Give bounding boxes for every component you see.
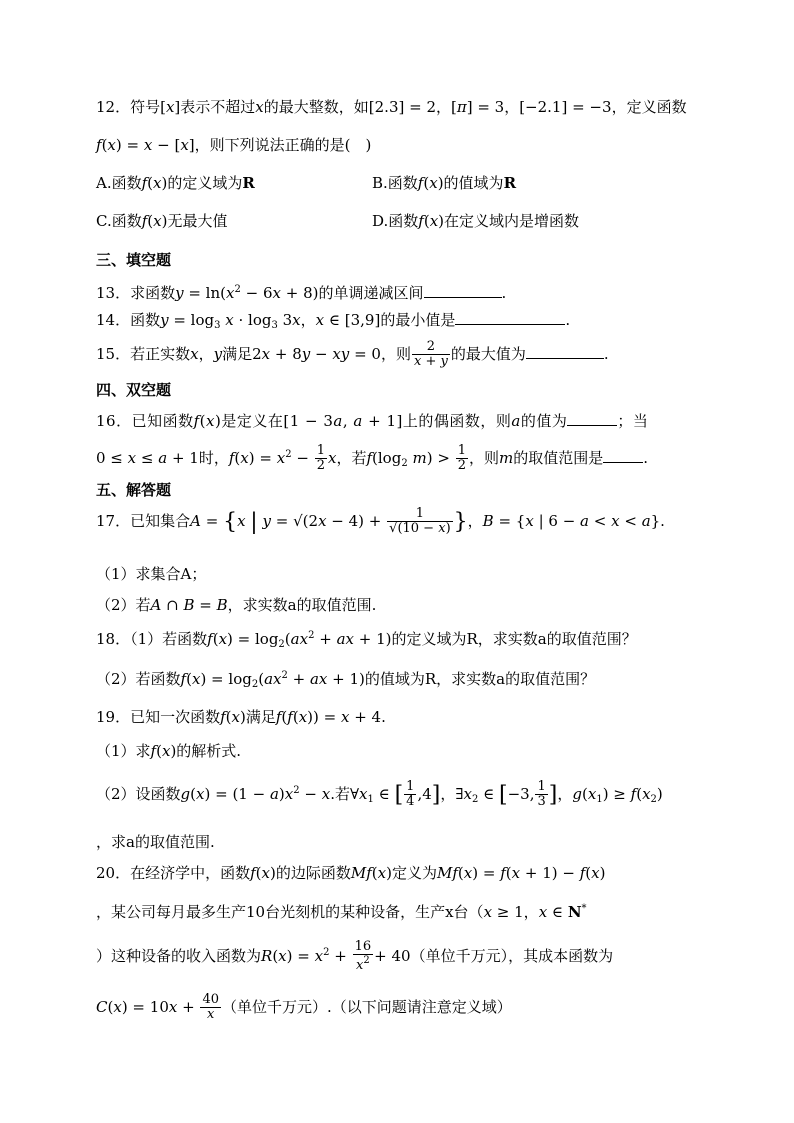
answer-blank[interactable] — [526, 357, 604, 359]
q18-function: $f(x) = \log_2(ax^2$ + ax + 1) — [207, 630, 392, 650]
q18-line1: 18．（1）若函数$f(x) = \log_2(ax^2$ + ax + 1)的定义域为R，求实数a的取值范围？ — [96, 630, 637, 650]
q17-set-b: B = {x | 6 − a < x < a}. — [482, 511, 665, 530]
section-heading-fill-in: 三、填空题 — [96, 251, 172, 269]
q13: 13．求函数$y = \ln(x^2 - 6x + 8)$的单调递减区间 . — [96, 284, 507, 302]
q18-line2: （2）若函数$f(x) = \log_2(ax^2$ + ax + 1)的值域为R，求实数a的取值范围？ — [96, 670, 596, 690]
q12-text: 表示不超过 — [180, 98, 256, 116]
q12-option-b[interactable]: B.函数f(x)的值域为R — [372, 174, 517, 192]
section-heading-solutions: 五、解答题 — [96, 481, 172, 499]
q19-sub2: （2）设函数$g(x) = (1 - a)x^2 - x$.若$\forall x_1$ ∈ [ $\frac{1}{4}$ ,4]，$\exists x_2$ ∈ [−3, $\frac{1}{3}$ ]，$g(x_1) \ge f(x_2)$ — [96, 779, 663, 810]
q20-marginal-definition: Mf(x) = f(x + 1) − f(x) — [436, 864, 606, 882]
q14: 14．函数$y = \log_3 x \cdot \log_3 3x$，x ∈ [3,9]的最小值是 . — [96, 311, 571, 331]
q20-cost-function: C(x) = 10x + $\frac{40}{x}$ — [96, 992, 219, 1023]
answer-blank[interactable] — [567, 424, 617, 426]
q19-line1: 19．已知一次函数f(x)满足f(f(x)) = x + 4. — [96, 708, 386, 726]
q12-option-a[interactable]: A.函数f(x)的定义域为R — [96, 174, 255, 192]
answer-blank[interactable] — [603, 461, 643, 463]
q16-line1: 16．已知函数f(x)是定义在[1 − 3a, a + 1]上的偶函数，则a的值为 ；当 — [96, 412, 649, 430]
q14-function: $y = \log_3 x \cdot \log_3 3x$，x ∈ [3,9] — [160, 311, 381, 331]
answer-blank[interactable] — [455, 323, 565, 325]
q16-line2: 0 ≤ x ≤ a + 1时，$f(x) = x^2$ − $\frac{1}{2}$ x，若$f(\log_2$ m) > $\frac{1}{2}$ ，则m的取值范围是 . — [96, 443, 649, 474]
section-heading-double-blank: 四、双空题 — [96, 381, 172, 399]
q15: 15．若正实数x，y满足2x + 8y − xy = 0，则 $\frac{2}{x + y}$ 的最大值为 . — [96, 339, 609, 370]
q17-sub2: （2）若A ∩ B = B，求实数a的取值范围. — [96, 596, 377, 614]
q19-sub1: （1）求f(x)的解析式. — [96, 742, 242, 760]
q17-line1: 17．已知集合A = {x | y = √(2x − 4) + $\frac{1}{√(10 - x)}$ }，B = {x | 6 − a < x < a}. — [96, 506, 665, 537]
q12-option-c[interactable]: C.函数f(x)无最大值 — [96, 212, 228, 230]
q12-examples: [2.3] = 2，[π] = 3，[−2.1] = −3 — [368, 98, 612, 116]
answer-blank[interactable] — [424, 296, 502, 298]
q13-function: $y = \ln(x^2 - 6x + 8)$ — [175, 284, 319, 302]
q20-line1: 20．在经济学中，函数f(x)的边际函数Mf(x)定义为Mf(x) = f(x + 1) − f(x) — [96, 864, 606, 882]
q16-function: $f(x) = x^2$ − $\frac{1}{2}$ x — [228, 443, 337, 474]
q12-line1: 12．符号[x]表示不超过x的最大整数，如[2.3] = 2，[π] = 3，[−2.1] = −3，定义函数 — [96, 98, 687, 116]
q12-text: ，则下列说法正确的是( ) — [194, 136, 372, 154]
q17-sub1: （1）求集合A； — [96, 565, 207, 583]
q17-set-a: A = {x | y = √(2x − 4) + $\frac{1}{√(10 - x)}$ } — [190, 506, 468, 537]
q20-line2: ，某公司每月最多生产10台光刻机的某种设备，生产x台（x ≥ 1，x ∈ N* — [96, 903, 587, 921]
q12-text: 12．符号 — [96, 98, 161, 116]
q12-text: 的最大整数，如 — [263, 98, 369, 116]
q12-line2 — [96, 136, 371, 155]
q20-line4: C(x) = 10x + $\frac{40}{x}$ （单位千万元）.（以下问题请注意定义域） — [96, 992, 512, 1023]
q12-text: ，定义函数 — [611, 98, 687, 116]
q19-g-function: $g(x) = (1 - a)x^2 - x$ — [180, 784, 331, 803]
q12-floor-x: [x] — [160, 98, 181, 116]
q19-condition: $\forall x_1$ ∈ [ $\frac{1}{4}$ ,4]，$\exists x_2$ ∈ [−3, $\frac{1}{3}$ ]，$g(x_1) \ge f(x_2)$ — [349, 779, 663, 810]
q20-line3: ）这种设备的收入函数为$R(x) = x^2$ + $\frac{16}{x^2}$ + 40（单位千万元），其成本函数为 — [96, 939, 614, 974]
q12-definition: f(x) = x − [x] — [96, 136, 195, 154]
q15-fraction: $\frac{2}{x + y}$ — [413, 339, 448, 370]
q12-option-d[interactable]: D.函数f(x)在定义域内是增函数 — [372, 212, 580, 230]
q15-constraint: 2x + 8y − xy = 0 — [252, 344, 381, 363]
q20-revenue-function: $R(x) = x^2$ + $\frac{16}{x^2}$ + 40 — [261, 939, 411, 974]
q19-line3: ，求a的取值范围. — [96, 833, 215, 851]
